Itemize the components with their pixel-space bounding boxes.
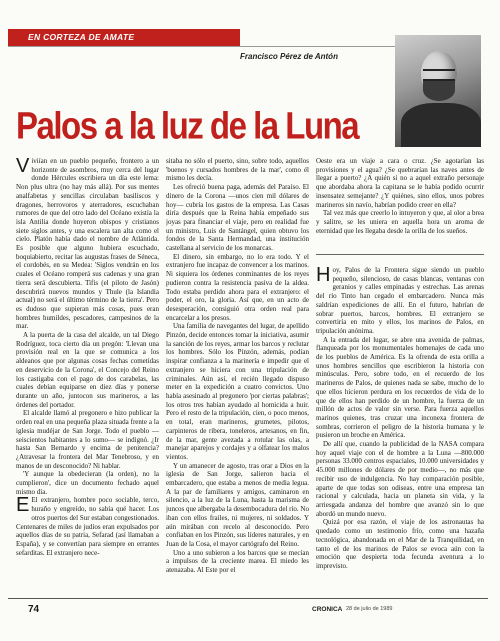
paragraph: E El extranjero, hombre poco sociable, terco, huraño y engreído, no sabía qué hacer. Los otros puertos del Sur estaban congestionados. Centenares de miles de judíos eran expulsados por aquellos días de su patria, Sefarad (así llamaban a España), y se convertían para siempre en errantes sefarditas. El extranjero nece- (16, 494, 159, 557)
paragraph: Quizá por esa razón, el viaje de los astronautas ha quedado como un testimonio frío, como una hazaña tecnológica, abandonada en el Mar de la Tranquilidad, en tanto el de los marinos de Palos se evoca aún con la emoción que despierta toda fecunda aventura a lo imprevisto. (316, 518, 484, 570)
paragraph: sitaba no sólo el puerto, sino, sobre todo, aquellos 'buenos y cursados hombres de la mar', como él mismo les decía. (166, 157, 309, 183)
paragraph: Viviían en un pueblo pequeño, frontero a un horizonte de asombros, muy cerca del lugar donde Hércules escribiera un día este lema: Non plus ultra (no hay más allá). Por sus mentes analfabetas y sencillas circulaban basiliscos y dragones, herrovoros y aterradores, escuchaban rumores de que del otro lado del Océano existía la isla Antilia donde huyeron obispos y cristianos siete siglos antes, y una escalera tan alta como el cielo. Platón había dado el nombre de Atlántida. Es posible que alguno hubiera escuchado, boquiabierto, recitar las augustas frases de Séneca, el cordobés, en su Medea: 'Siglos vendrán en los cuales el Océano romperá sus cadenas y una gran tierra será descubierta. Tifis (el piloto de Jasón) descubrirá nuevos mundos y Thule (la Islandia actual) no será el último término de la tierra'. Pero es dudoso que supieran más cosas, pues eran hombres humildes, pescadores, campesinos de la mar. (16, 157, 159, 331)
author-byline: Francisco Pérez de Antón (240, 52, 338, 61)
footer-rule (8, 598, 488, 599)
article-column-2 (166, 157, 309, 591)
drop-cap: V (16, 157, 30, 177)
paragraph: Les ofreció buena paga, además del Paraíso. El dinero de la Corona —unos cien mil dólares de hoy— cubría los gastos de la empresa. Las Casas diría después que la Reina había empeñado sus joyas para financiar el viaje, pero en realidad fue un ministro, Luis de Santángel, quien obtuvo los fondos de la Santa Hermandad, una institución castellana al servicio de los monarcas. (166, 183, 309, 253)
paragraph: Una familia de navegantes del lugar, de apellido Pinzón, decide entonces tomar la iniciativa, asumir la sanción de los reyes, armar los barcos y reclutar los hombres. Sólo los Pinzón, además, podían inspirar confianza a la marinería e impedir que el extranjero se hiciera con una tripulación de criminales. Aún así, el recién llegado dispuso meter en la expedición a cuatro convictos. Uno había asesinado al pregonero 'por ciertas palabras'; los otros tres habían ayudado al homicida a huir. Pero el resto de la tripulación, cien, o poco menos, en total, eran marineros, grumetes, pilotos, carpinteros de ribera, toneleros, artesanos, en fin, de la mar, gente avezada a rotular las olas, a manejar aparejos y cordajes y a olfatear los malos vientos. (166, 322, 309, 461)
paragraph: 'Y aunque la obedecieran (la orden), no la cumplieron', dice un documento fechado aquel mismo día. (16, 470, 159, 496)
paragraph: De allí que, cuando la publicidad de la NASA compara hoy aquel viaje con el de hombre a la Luna —800.000 personas 33.000 centros espaciales, 10.000 universidades y 45.000 millones de dólares de por medio—, no más que recibir uso de indulgencia. No hay comparación posible, aparte de que todas son odiseas, entre una empresa tan racional y calculada, hacia un planeta sin vida, y la arriesgada andanza del hombre que avanzó sin lo que abordó un mundo nuevo. (316, 440, 484, 518)
article-headline: Palos a la luz de la Luna (16, 104, 359, 147)
paragraph: El dinero, sin embargo, no lo era todo. Y el extranjero fue incapaz de convencer a los marinos. Ni siquiera los órdenes conminantes de los reyes pudieron contra la resistencia pasiva de la aldea. Todo estaba perdido ahora para el extranjero: el poder, el oro, la gloria. Así que, en un acto de desesperación, consiguió otra orden real para encarcelar a los presos. (166, 252, 309, 322)
paragraph: A la puerta de la casa del alcalde, un tal Diego Rodríguez, toca cierto día un pregón: 'Llevan una provisión real en la que se comunica a los aldeanos que por algunas cosas fechas cometidas en deservicio de la Corona', el Concejo del Reino los castigaba con el pago de dos carabelas, las cuales debían equiparse en diez días y ponerse durante un año, juntocon sus marineros, a las órdenes del portador. (16, 331, 159, 409)
article-column-3-bottom (316, 266, 484, 591)
paragraph: El alcalde llamó al pregonero e hizo publicar la orden real en una pequeña plaza situada frente a la iglesia mudéjar de San Jorge. Todo el pueblo —seiscientos habitantes a lo sumo— se indignó. ¿Ir hasta San Bernardo y encima de penitencia? ¿Atravesar la frontera del Mar Tenebroso, y en manos de un desconocido? Ni hablar. (16, 409, 159, 470)
article-column-1 (16, 157, 159, 591)
paragraph: Y un amanecer de agosto, tras orar a Dios en la iglesia de San Jorge, salieron hacia el embarcadero, que estaba a menos de media legua. A la par de familiares y amigos, caminaron en silencio, a la luz de la Luna, hasta la marisma de juncos que albergaba la desembocadura del río. No iban con ellos frailes, ni mujeres, ni soldados. Y aún mirában con recelo al desconocido. Pero confiaban en los Pinzón, sus líderes naturales, y en Juan de la Cosa, el mayor cartógrafo del Reino. (166, 461, 309, 548)
paragraph: Uno a uno subieron a los barcos que se mecían a impulsos de la creciente marea. El miedo les atenazaba. Al Este por el (166, 548, 309, 575)
issue-date: 28 de julio de 1989 (346, 606, 393, 612)
paragraph: Tal vez más que creerlo lo intuyeron y que, al olor a brea y salitre, se les uniera en aquella hora un aroma de eternidad que les llegaba desde la orilla de los sueños. (316, 209, 484, 235)
paragraph: A la entrada del lugar, se abre una avenida de palmas, flanqueada por los monumentales homenajes de cada uno de los pueblos de América. Es la ofrenda de esta orilla a unos hombres sencillos que escribieron la historia con minúsculas. Pero, sobre todo, en el recuerdo de los marineros de Palos, de quienes nada se sabe, mucho de lo que ellos hicieron perdura en los recuerdos de vida de lo que de ellos han perdido de un hombre, la fuerza de un millón de actos de valor sin verse. Para fuerza aquellos marinos quienes, tras cruzar una inconexa frontera de sombras, corrieron el peligro de la historia humana y le pusieron un broche en América. (316, 335, 484, 440)
magazine-name: CRONICA (312, 606, 343, 613)
drop-cap: E (16, 494, 30, 517)
section-banner: EN CORTEZA DE AMATE (8, 29, 240, 46)
article-column-3-top (316, 157, 484, 245)
paragraph: Hoy, Palos de la Frontera sigue siendo un pueblo pequeño, silencioso, de casas blancas, ventanas con geranios y calles empinadas y estrechas. Las arenas del río Tinto han cegado el embarcadero. Nunca más saldrían expediciones de allí. En el futuro, habrían de sobrar puertos, barcos, hombres. El extranjero se convertiría en mito y ellos, los marinos de Palos, en tripulación anónima. (316, 266, 484, 335)
section-divider (316, 254, 484, 255)
paragraph: Oeste era un viaje a cara o cruz. ¿Se agotarían las provisiones y el agua? ¿Se quebrarían las naves antes de llegar a puerto? ¿A quién si no a aquel extraño personaje que abordaba ahora la capitana se le había podido ocurrir insensatez semejante? ¿Y quiénes, sino ellos, unos pobres marineros sin navío, habrían podido creer en ella? (316, 157, 484, 209)
page-number: 74 (28, 604, 40, 615)
drop-cap: H (316, 266, 331, 286)
author-photo (395, 35, 481, 147)
